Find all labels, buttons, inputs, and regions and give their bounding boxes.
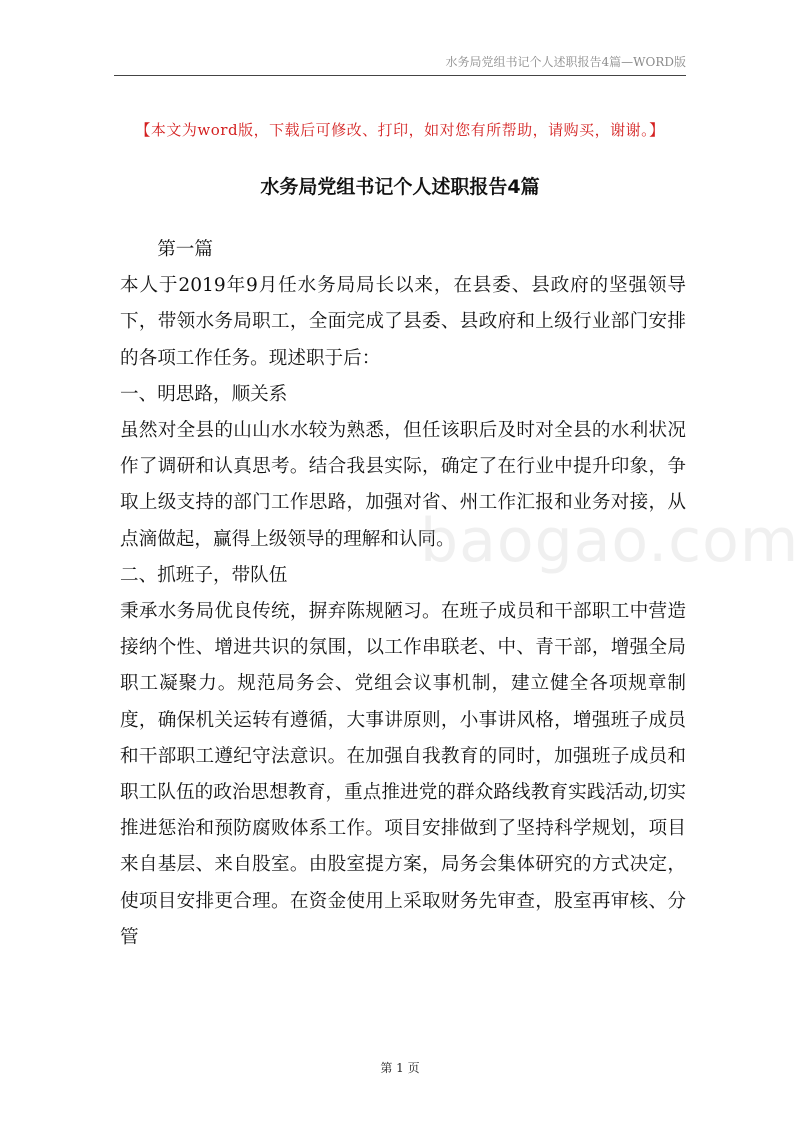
section-heading-first: 第一篇 [157, 239, 213, 260]
download-notice: 【本文为word版，下载后可修改、打印，如对您有所帮助，请购买，谢谢。】 [135, 121, 665, 139]
watermark: baogao.com [420, 506, 800, 576]
paragraph-intro: 本人于2019年9月任水务局局长以来，在县委、县政府的坚强领导下，带领水务局职工，全面完成了县委、县政府和上级行业部门安排的各项工作任务。现述职于后： [120, 275, 686, 369]
header-divider [114, 75, 686, 76]
section-heading-2: 二、抓班子，带队伍 [120, 564, 288, 586]
running-header: 水务局党组书记个人述职报告4篇—WORD版 [445, 55, 686, 69]
paragraph-2: 秉承水务局优良传统，摒弃陈规陋习。在班子成员和干部职工中营造接纳个性、增进共识的氛围，以工作串联老、中、青干部，增强全局职工凝聚力。规范局务会、党组会议事机制，建立健全各项规章制度，确保机关运转有遵循，大事讲原则，小事讲风格，增强班子成员和干部职工遵纪守法意识。在加强自我教育的同时，加强班子成员和职工队伍的政治思想教育，重点推进党的群众路线教育实践活动,切实推进惩治和预防腐败体系工作。项目安排做到了坚持科学规划，项目来自基层、来自股室。由股室提方案，局务会集体研究的方式决定，使项目安排更合理。在资金使用上采取财务先审查，股室再审核、分管 [120, 601, 686, 948]
document-body [120, 232, 686, 956]
section-heading-1: 一、明思路，顺关系 [120, 383, 288, 405]
paragraph-1: 虽然对全县的山山水水较为熟悉，但任该职后及时对全县的水利状况作了调研和认真思考。结合我县实际，确定了在行业中提升印象，争取上级支持的部门工作思路，加强对省、州工作汇报和业务对接，从点滴做起，赢得上级领导的理解和认同。 [120, 420, 686, 550]
document-title: 水务局党组书记个人述职报告4篇 [260, 176, 540, 198]
page-number: 第 1 页 [380, 1061, 420, 1075]
